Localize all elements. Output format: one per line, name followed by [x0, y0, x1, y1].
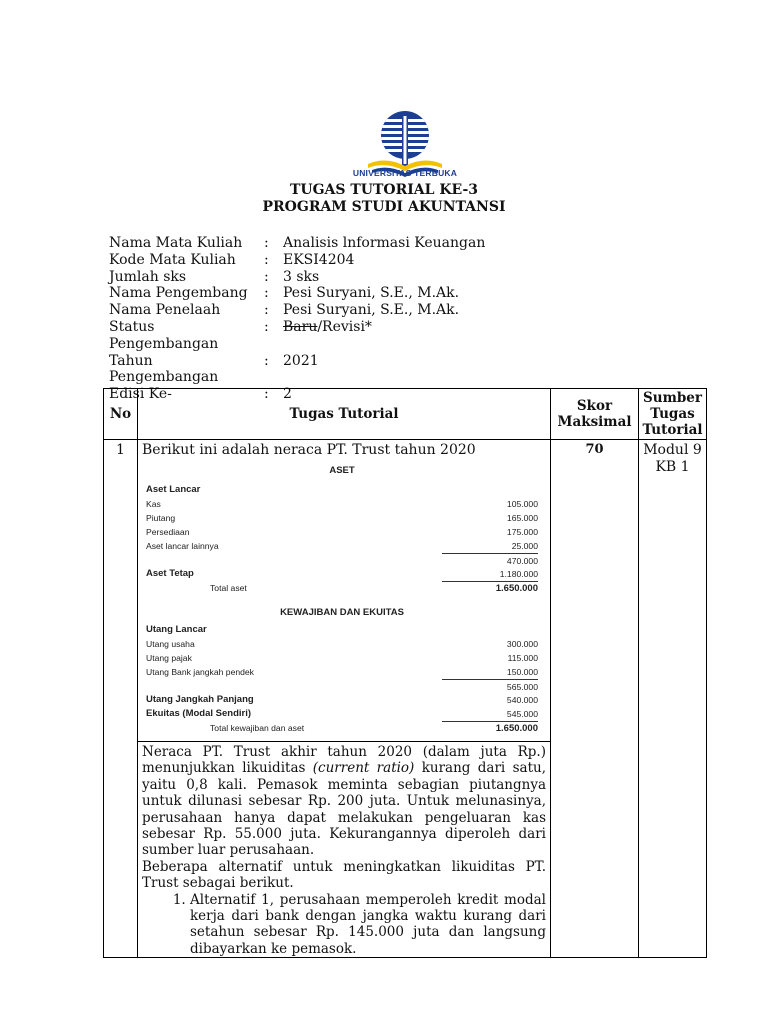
bs-line — [146, 553, 538, 567]
current-liabilities-heading: Utang Lancar — [146, 624, 207, 635]
current-assets-heading: Aset Lancar — [146, 484, 201, 495]
alternatives-list — [142, 892, 546, 958]
liabilities-heading: KEWAJIBAN DAN EKUITAS — [280, 607, 404, 618]
info-value: Analisis lnformasi Keuangan — [283, 235, 486, 251]
table-row — [104, 440, 707, 958]
bs-value: 540.000 — [506, 695, 538, 705]
bs-label: Aset lancar lainnya — [146, 541, 219, 551]
bs-line — [146, 721, 538, 735]
table-header-row — [104, 389, 707, 440]
bs-label: Aset Tetap — [146, 568, 194, 579]
bs-subtotal: 565.000 — [442, 679, 538, 693]
document-title: TUGAS TUTORIAL KE-3 — [289, 182, 479, 198]
info-value: /Revisi* — [317, 318, 372, 335]
info-row — [109, 285, 485, 302]
bs-label: Persediaan — [146, 527, 190, 537]
paragraph: Beberapa alternatif untuk meningkatkan likuiditas PT. Trust sebagai berikut. — [142, 858, 546, 892]
info-label: Jumlah sks — [109, 268, 187, 285]
bs-line — [146, 581, 538, 595]
assets-heading: ASET — [329, 465, 355, 476]
bs-line — [146, 539, 538, 553]
bs-value: 150.000 — [506, 667, 538, 677]
info-row — [109, 269, 485, 286]
bs-value: 25.000 — [511, 541, 538, 551]
bs-line — [146, 637, 538, 651]
bs-line — [146, 693, 538, 707]
document-subtitle: PROGRAM STUDI AKUNTANSI — [262, 199, 506, 215]
bs-label: Utang Bank jangkah pendek — [146, 667, 254, 677]
info-value: Pesi Suryani, S.E., M.Ak. — [283, 285, 460, 302]
bs-value: 115.000 — [507, 653, 538, 663]
colon: : — [264, 285, 269, 302]
bs-label: Kas — [146, 499, 161, 509]
bs-line — [146, 497, 538, 511]
bs-label: Utang Jangkah Panjang — [146, 694, 254, 705]
text-run: kurang dari satu, yaitu 0,8 kali. Pemasok meminta sebagian piutangnya untuk dilunasi sebesar Rp. 200 juta. Untuk melunasinya, perusahaan hanya dapat melakukan pengeluaran kas sebesar Rp. 55.000 juta. Kekurangannya diperoleh dari sumber luar perusahaan. — [142, 760, 546, 859]
bs-label: Total aset — [210, 583, 247, 593]
bs-line — [146, 679, 538, 693]
struck-value: Baru — [283, 318, 318, 335]
bs-label: Total kewajiban dan aset — [210, 723, 305, 733]
bs-label: Piutang — [146, 513, 176, 523]
colon: : — [264, 235, 269, 251]
bs-value: 105.000 — [506, 499, 538, 509]
header-no: No — [104, 389, 138, 440]
task-description — [138, 741, 550, 957]
task-intro: Berikut ini adalah neraca PT. Trust tahun 2020 — [142, 442, 476, 458]
bs-line — [146, 525, 538, 539]
text-run: Neraca PT. Trust akhir tahun 2020 (dalam juta Rp.) menunjukkan likuiditas — [142, 744, 546, 777]
bs-subtotal: 470.000 — [442, 553, 538, 567]
header-source: Sumber Tugas Tutorial — [639, 389, 707, 440]
max-score: 70 — [551, 440, 639, 958]
task-cell — [138, 440, 551, 958]
tutorial-table — [103, 388, 707, 958]
bs-label: Utang pajak — [146, 653, 192, 663]
header-task: Tugas Tutorial — [138, 389, 551, 440]
bs-total: 1.650.000 — [442, 721, 538, 735]
colon: : — [264, 318, 269, 335]
bs-value: 300.000 — [506, 639, 538, 649]
bs-line — [146, 707, 538, 721]
source-module: Modul 9 — [643, 442, 702, 458]
source-cell — [639, 440, 707, 958]
info-label: Status Pengembangan — [109, 318, 219, 352]
info-row — [109, 302, 485, 319]
colon: : — [264, 268, 269, 285]
bs-line — [146, 511, 538, 525]
header-skor: Skor Maksimal — [551, 389, 639, 440]
bs-line — [146, 665, 538, 679]
info-value: 3 sks — [283, 268, 320, 285]
info-row — [109, 252, 485, 269]
source-kb: KB 1 — [655, 459, 690, 475]
info-value: 2 — [283, 386, 292, 403]
info-label: Nama Mata Kuliah — [109, 235, 243, 251]
info-label: Nama Penelaah — [109, 302, 221, 319]
balance-sheet — [142, 465, 538, 735]
paragraph — [142, 744, 546, 859]
bs-line — [146, 567, 538, 581]
text-italic: (current ratio) — [312, 760, 415, 777]
row-number: 1 — [104, 440, 138, 958]
info-label: Edisi Ke- — [109, 386, 172, 403]
bs-value: 545.000 — [506, 709, 538, 719]
bs-label: Utang usaha — [146, 639, 195, 649]
colon: : — [264, 302, 269, 319]
colon: : — [264, 386, 269, 403]
info-row — [109, 235, 485, 252]
colon: : — [264, 352, 269, 369]
logo-text: UNIVERSITAS TERBUKA — [352, 168, 458, 178]
info-value: EKSI4204 — [283, 251, 355, 268]
bs-line — [146, 651, 538, 665]
bs-value: 1.180.000 — [499, 569, 538, 579]
info-label: Kode Mata Kuliah — [109, 251, 236, 268]
bs-label: Ekuitas (Modal Sendiri) — [146, 708, 252, 719]
bs-total: 1.650.000 — [442, 581, 538, 595]
bs-value: 175.000 — [506, 527, 538, 537]
info-row — [109, 353, 485, 387]
info-value: 2021 — [283, 352, 319, 369]
info-label: Tahun Pengembangan — [109, 352, 219, 386]
info-label: Nama Pengembang — [109, 285, 248, 302]
course-info — [109, 235, 485, 403]
bs-value: 165.000 — [506, 513, 538, 523]
colon: : — [264, 251, 269, 268]
info-row — [109, 319, 485, 353]
info-value: Pesi Suryani, S.E., M.Ak. — [283, 302, 460, 319]
list-item: 1. Alternatif 1, perusahaan memperoleh kredit modal kerja dari bank dengan jangka waktu kurang dari setahun sebesar Rp. 145.000 juta dan langsung dibayarkan ke pemasok. — [190, 892, 546, 958]
